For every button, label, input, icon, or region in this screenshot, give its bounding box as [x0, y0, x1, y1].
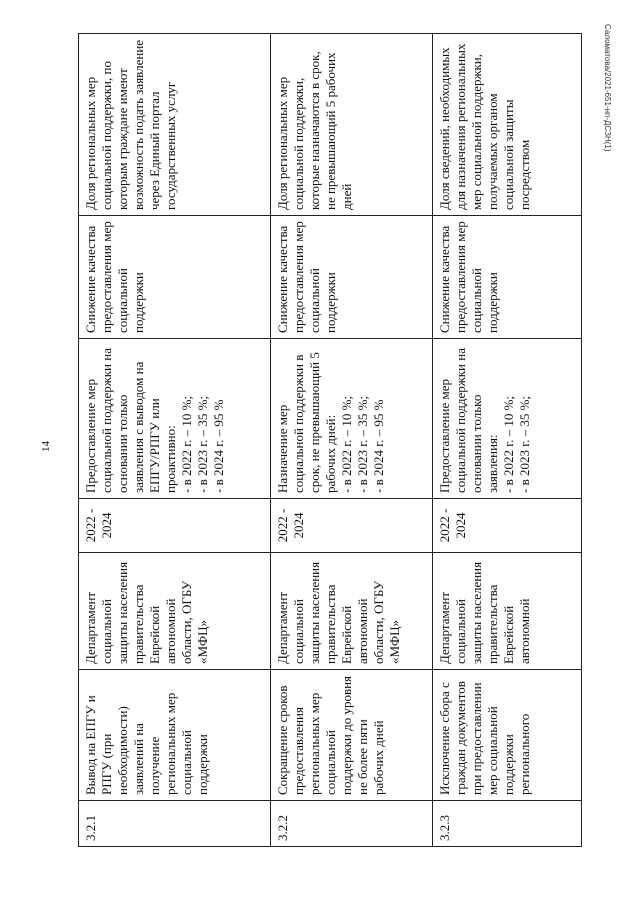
indicator-cell: Доля сведений, необходимых для назначения региональных мер социальной поддержки, получаемых органом социальной защиты посредством: [433, 34, 582, 216]
risk-cell: Снижение качества предоставления мер социальной поддержки: [433, 216, 582, 339]
table-row: [271, 34, 433, 847]
period-cell: 2022 - 2024: [271, 499, 433, 553]
result-cell: Предоставление мер социальной поддержки на основании только заявления с выводом на ЕПГУ/РПГУ или проактивно: - в 2022 г. – 10 %; - в 2023 г. – 35 %; - в 2024 г. – 95 %: [79, 339, 271, 499]
row-number: 3.2.1: [79, 801, 271, 847]
page-number: 14: [40, 441, 52, 452]
indicator-cell: Доля региональных мер социальной поддержки, по которым граждане имеют возможность подать заявление через Единый портал государственных услуг: [79, 34, 271, 216]
measure-cell: Исключение сбора с граждан документов при предоставлении мер социальной поддержки регионального: [433, 670, 582, 801]
table-row: [79, 34, 271, 847]
row-number: 3.2.3: [433, 801, 582, 847]
measure-cell: Сокращение сроков предоставления региональных мер социальной поддержки до уровня не более пяти рабочих дней: [271, 670, 433, 801]
executor-cell: Департамент социальной защиты населения правительства Еврейской автономной: [433, 553, 582, 670]
period-cell: 2022 - 2024: [79, 499, 271, 553]
period-cell: 2022 - 2024: [433, 499, 582, 553]
indicator-cell: Доля региональных мер социальной поддержки, которые назначаются в срок, не превышающий 5 рабочих дней: [271, 34, 433, 216]
row-number: 3.2.2: [271, 801, 433, 847]
measures-table: [78, 34, 581, 847]
risk-cell: Снижение качества предоставления мер социальной поддержки: [79, 216, 271, 339]
table-row: [433, 34, 582, 847]
executor-cell: Департамент социальной защиты населения правительства Еврейской автономной области, ОГБУ «МФЦ»: [271, 553, 433, 670]
measure-cell: Вывод на ЕПГУ и РПГУ (при необходимости) заявлений на получение региональных мер социальной поддержки: [79, 670, 271, 801]
risk-cell: Снижение качества предоставления мер социальной поддержки: [271, 216, 433, 339]
document-reference: Саломатова/2021-651-нп-ДСЗН(1): [603, 24, 612, 152]
result-cell: Назначение мер социальной поддержки в срок, не превышающий 5 рабочих дней: - в 2022 г. – 10 %; - в 2023 г. – 35 %; - в 2024 г. – 95 %: [271, 339, 433, 499]
executor-cell: Департамент социальной защиты населения правительства Еврейской автономной области, ОГБУ «МФЦ»: [79, 553, 271, 670]
result-cell: Предоставление мер социальной поддержки на основании только заявления: - в 2022 г. – 10 %; - в 2023 г. – 35 %;: [433, 339, 582, 499]
